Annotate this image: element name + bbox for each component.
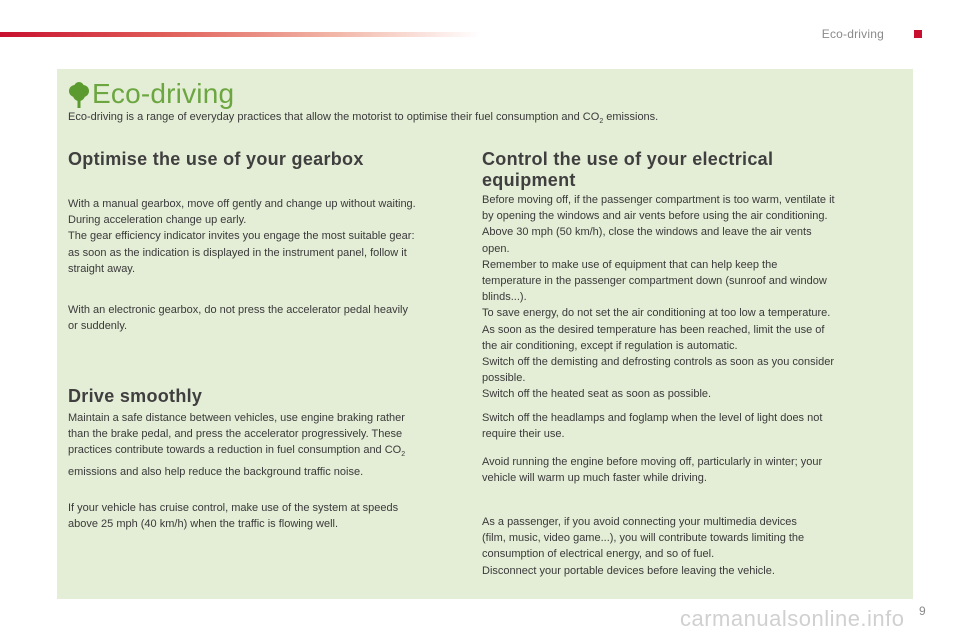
header-square-marker — [914, 30, 922, 38]
electrical-equipment-heading — [482, 149, 773, 191]
text-line: consumption of electrical energy, and so of fuel. — [482, 548, 715, 561]
intro-subscript: 2 — [599, 118, 604, 126]
text-line: possible. — [482, 372, 526, 385]
electrical-paragraph-2 — [482, 410, 822, 442]
text-line: by opening the windows and air vents before using the air conditioning. — [482, 210, 828, 223]
header-section-title: Eco-driving — [821, 27, 884, 41]
text-line: above 25 mph (40 km/h) when the traffic is flowing well. — [68, 518, 339, 531]
watermark: carmanualsonline.info — [680, 606, 905, 631]
gearbox-paragraph-2 — [68, 302, 408, 334]
text-line: than the brake pedal, and press the accelerator progressively. These — [68, 428, 403, 441]
text-line: or suddenly. — [68, 320, 128, 333]
text-line: During acceleration change up early. — [68, 214, 247, 227]
intro-text-main: Eco-driving is a range of everyday practices that allow the motorist to optimise their fuel consumption and CO — [68, 111, 600, 123]
text-line: Maintain a safe distance between vehicles, use engine braking rather — [68, 412, 405, 424]
text-line: as soon as the indication is displayed in the instrument panel, follow it — [68, 246, 407, 259]
text-line: Switch off the heated seat as soon as possible. — [482, 388, 712, 401]
co2-subscript: 2 — [401, 451, 406, 459]
page-title: Eco-driving — [92, 78, 235, 109]
electrical-paragraph-1 — [482, 192, 835, 403]
text-line: Disconnect your portable devices before leaving the vehicle. — [482, 564, 775, 577]
text-line: If your vehicle has cruise control, make use of the system at speeds — [68, 502, 399, 514]
text-line — [68, 442, 405, 463]
text-line: With a manual gearbox, move off gently and change up without waiting. — [68, 198, 416, 210]
text-line: require their use. — [482, 428, 565, 441]
text-line: As soon as the desired temperature has been reached, limit the use of — [482, 323, 825, 336]
drive-paragraph-1 — [68, 410, 405, 480]
text-line: To save energy, do not set the air conditioning at too low a temperature. — [482, 307, 831, 320]
tree-icon — [68, 82, 90, 110]
text-line: the air conditioning, except if regulation is automatic. — [482, 339, 738, 352]
gearbox-heading: Optimise the use of your gearbox — [68, 149, 364, 169]
text-line-main: practices contribute towards a reduction in fuel consumption and CO — [68, 444, 402, 457]
text-line: With an electronic gearbox, do not press the accelerator pedal heavily — [68, 304, 408, 316]
text-line: Remember to make use of equipment that can help keep the — [482, 258, 778, 271]
page-number: 9 — [919, 604, 926, 618]
text-line: Above 30 mph (50 km/h), close the windows and leave the air vents — [482, 226, 812, 239]
text-line: Avoid running the engine before moving off, particularly in winter; your — [482, 456, 823, 468]
heading-line: Control the use of your electrical — [482, 149, 774, 169]
drive-smoothly-heading: Drive smoothly — [68, 386, 203, 406]
electrical-paragraph-4 — [482, 514, 804, 579]
text-line: As a passenger, if you avoid connecting your multimedia devices — [482, 516, 797, 528]
intro-text-end: emissions. — [603, 111, 659, 123]
text-line: blinds...). — [482, 291, 527, 304]
text-line: Before moving off, if the passenger compartment is too warm, ventilate it — [482, 194, 835, 206]
text-line: emissions and also help reduce the background traffic noise. — [68, 465, 364, 478]
text-line: vehicle will warm up much faster while driving. — [482, 472, 707, 485]
text-line: temperature in the passenger compartment down (sunroof and window — [482, 275, 827, 288]
text-line: straight away. — [68, 262, 136, 275]
text-line: open. — [482, 242, 510, 255]
gearbox-paragraph-1 — [68, 196, 416, 277]
text-line: Switch off the headlamps and foglamp when the level of light does not — [482, 412, 823, 424]
text-line: The gear efficiency indicator invites you engage the most suitable gear: — [68, 230, 415, 243]
drive-paragraph-2 — [68, 500, 398, 532]
text-line: (film, music, video game...), you will contribute towards limiting the — [482, 532, 805, 545]
intro-text — [68, 111, 898, 125]
text-line: Switch off the demisting and defrosting controls as soon as you consider — [482, 356, 834, 369]
header-accent-bar — [0, 32, 480, 37]
electrical-paragraph-3 — [482, 454, 822, 486]
heading-line: equipment — [482, 170, 576, 190]
